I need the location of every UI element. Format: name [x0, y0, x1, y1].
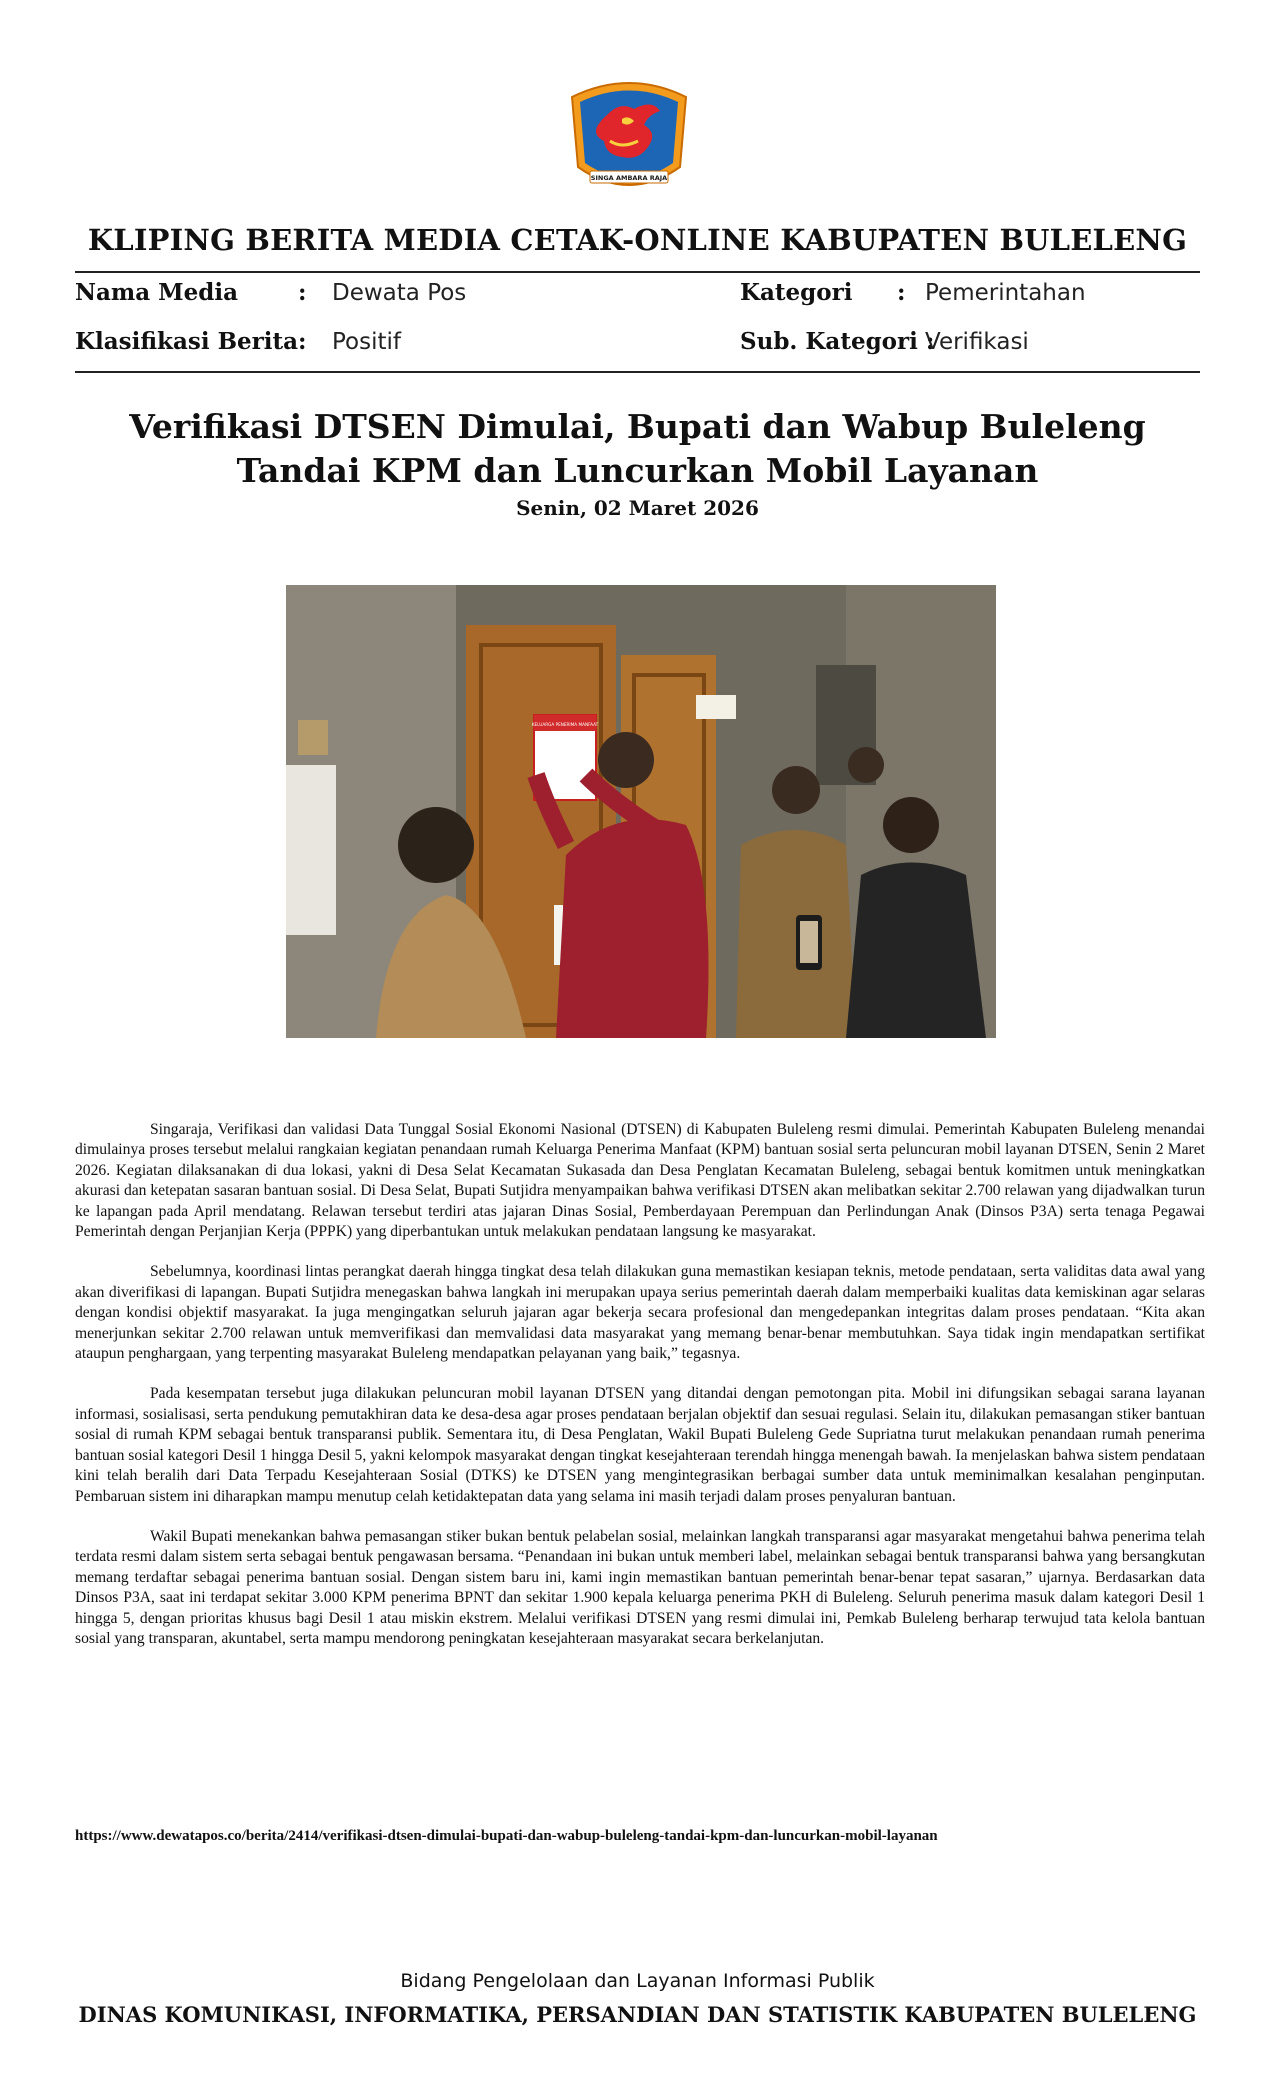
footer-agency: DINAS KOMUNIKASI, INFORMATIKA, PERSANDIAN DAN STATISTIK KABUPATEN BULELENG	[78, 2002, 1197, 2027]
media-name-value: Dewata Pos	[332, 280, 467, 306]
news-photo	[286, 585, 996, 1038]
header-divider-top	[75, 271, 1200, 273]
news-classification-value: Positif	[332, 329, 401, 355]
news-classification-colon: :	[298, 328, 307, 355]
buleleng-emblem-logo	[562, 75, 696, 199]
article-body	[75, 1120, 1205, 1669]
media-name-label: Nama Media	[75, 279, 238, 306]
category-colon: :	[897, 279, 906, 306]
article-paragraph: Pada kesempatan tersebut juga dilakukan peluncuran mobil layanan DTSEN yang ditandai dengan pemotongan pita. Mobil ini difungsikan sebagai sarana layanan informasi, sosialisasi, serta pendukung pemutakhiran data ke desa-desa agar proses pendataan berjalan objektif dan sesuai regulasi. Selain itu, dilakukan pemasangan stiker bantuan sosial di rumah KPM sebagai bentuk transparansi publik. Sementara itu, di Desa Penglatan, Wakil Bupati Buleleng Gede Supriatna turut melakukan penandaan rumah penerima bantuan sosial kategori Desil 1 hingga Desil 5, yakni kelompok masyarakat dengan tingkat kesejahteraan terendah hingga menengah bawah. Ia menjelaskan bahwa sistem pendataan kini telah beralih dari Data Terpadu Kesejahteraan Sosial (DTKS) ke DTSEN yang mengintegrasikan berbagai sumber data untuk meminimalkan kesalahan penginputan. Pembaruan sistem ini diharapkan mampu menutup celah ketidaktepatan data yang selama ini masih terjadi dalam proses penyaluran bantuan.	[75, 1385, 1205, 1505]
article-date: Senin, 02 Maret 2026	[516, 496, 759, 520]
article-paragraph: Sebelumnya, koordinasi lintas perangkat daerah hingga tingkat desa telah dilakukan guna memastikan kesiapan teknis, metode pendataan, serta validitas data awal yang akan diverifikasi di lapangan. Bupati Sutjidra menegaskan bahwa langkah ini merupakan upaya serius pemerintah daerah dalam memperbaiki kualitas data kemiskinan agar selaras dengan kondisi objektif masyarakat. Ia juga mengingatkan seluruh jajaran agar bekerja secara profesional dan mengedepankan integritas dalam proses pendataan. “Kita akan menerjunkan sekitar 2.700 relawan untuk memverifikasi dan memvalidasi data masyarakat yang memang benar-benar membutuhkan. Saya tidak ingin mendapatkan sertifikat ataupun penghargaan, yang terpenting masyarakat Buleleng mendapatkan pelayanan yang baik,” tegasnya.	[75, 1263, 1205, 1363]
photo-sign-text: KELUARGA PENERIMA MANFAAT	[531, 722, 599, 727]
article-paragraph: Singaraja, Verifikasi dan validasi Data Tunggal Sosial Ekonomi Nasional (DTSEN) di Kabupaten Buleleng resmi dimulai. Pemerintah Kabupaten Buleleng menandai dimulainya proses tersebut melalui rangkaian kegiatan penandaan rumah Keluarga Penerima Manfaat (KPM) bantuan sosial serta peluncuran mobil layanan DTSEN, Senin 2 Maret 2026. Kegiatan dilaksanakan di dua lokasi, yakni di Desa Selat Kecamatan Sukasada dan Desa Penglatan Kecamatan Buleleng, sebagai bentuk komitmen untuk meningkatkan akurasi dan ketepatan sasaran bantuan sosial. Di Desa Selat, Bupati Sutjidra menyampaikan bahwa verifikasi DTSEN akan melibatkan sekitar 2.700 relawan yang dijadwalkan turun ke lapangan pada April mendatang. Relawan tersebut terdiri atas jajaran Dinas Sosial, Pemberdayaan Perempuan dan Perlindungan Anak (Dinsos P3A) serta tenaga Pegawai Pemerintah dengan Perjanjian Kerja (PPPK) yang diperbantukan untuk melakukan pendataan langsung ke masyarakat.	[75, 1121, 1205, 1241]
source-link[interactable]: https://www.dewatapos.co/berita/2414/verifikasi-dtsen-dimulai-bupati-dan-wabup-buleleng-tandai-kpm-dan-luncurkan-mobil-layanan	[75, 1828, 938, 1844]
article-paragraph: Wakil Bupati menekankan bahwa pemasangan stiker bukan bentuk pelabelan sosial, melainkan langkah transparansi agar masyarakat mengetahui bahwa penerima telah terdata resmi dalam sistem serta sebagai bentuk pengawasan bersama. “Penandaan ini bukan untuk memberi label, melainkan sebagai bentuk transparansi bahwa yang bersangkutan memang terdaftar sebagai penerima bantuan sosial. Dengan sistem baru ini, kami ingin memastikan bantuan pemerintah benar-benar tepat sasaran,” ujarnya. Berdasarkan data Dinsos P3A, saat ini terdapat sekitar 3.000 KPM penerima BPNT dan sekitar 1.900 kepala keluarga penerima PKH di Buleleng. Seluruh penerima masuk dalam kategori Desil 1 hingga 5, dengan prioritas khusus bagi Desil 1 atau miskin ekstrem. Melalui verifikasi DTSEN yang resmi dimulai ini, Pemkab Buleleng berharap terwujud tata kelola bantuan sosial yang transparan, akuntabel, serta mampu mendorong peningkatan kesejahteraan masyarakat secara berkelanjutan.	[75, 1527, 1205, 1647]
logo-caption: SINGA AMBARA RAJA	[590, 174, 668, 182]
news-classification-label: Klasifikasi Berita	[75, 328, 299, 355]
subcategory-value: Verifikasi	[925, 329, 1029, 355]
header-divider-bottom	[75, 371, 1200, 373]
category-value: Pemerintahan	[925, 280, 1086, 306]
media-name-colon: :	[298, 279, 307, 306]
header-title: KLIPING BERITA MEDIA CETAK-ONLINE KABUPATEN BULELENG	[87, 223, 1188, 257]
subcategory-label: Sub. Kategori :	[740, 328, 935, 355]
footer-department: Bidang Pengelolaan dan Layanan Informasi Publik	[400, 1970, 875, 1992]
category-label: Kategori	[740, 279, 853, 306]
article-title: Verifikasi DTSEN Dimulai, Bupati dan Wabup Buleleng Tandai KPM dan Luncurkan Mobil Layanan	[129, 407, 1146, 490]
